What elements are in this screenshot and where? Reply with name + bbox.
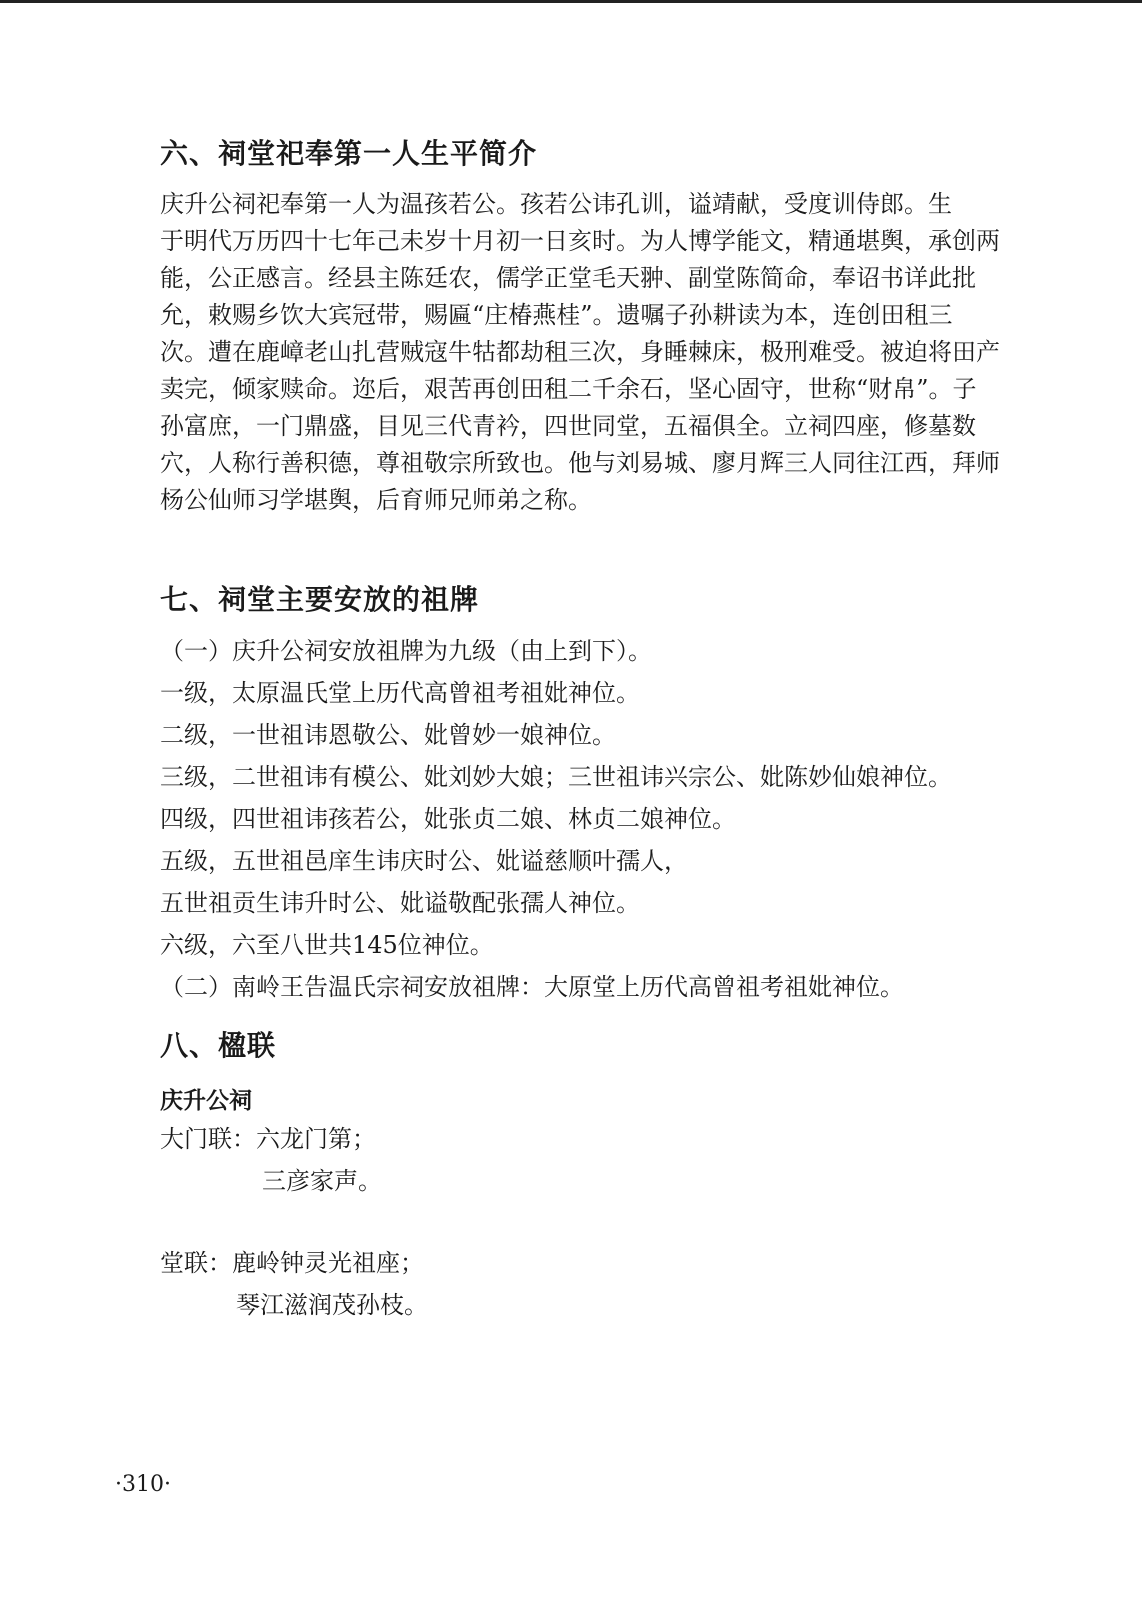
section-6-line: 能，公正感言。经县主陈廷农，儒学正堂毛天翀、副堂陈简命，奉诏书详此批 — [160, 264, 976, 292]
section-6-heading: 六、祠堂祀奉第一人生平简介 — [160, 137, 538, 170]
section-7-heading: 七、祠堂主要安放的祖牌 — [160, 583, 480, 616]
section-8-heading: 八、楹联 — [160, 1029, 277, 1062]
section-6-line: 庆升公祠祀奉第一人为温孩若公。孩若公讳孔训，谥靖献，受度训侍郎。生 — [160, 190, 952, 218]
section-7-line: （二）南岭王告温氏宗祠安放祖牌：大原堂上历代高曾祖考祖妣神位。 — [160, 973, 904, 1001]
section-7-line: 六级，六至八世共145位神位。 — [160, 931, 494, 959]
couplet-line: 堂联：鹿岭钟灵光祖座； — [160, 1249, 424, 1277]
section-7-line: 一级，太原温氏堂上历代高曾祖考祖妣神位。 — [160, 679, 640, 707]
couplet-line: 琴江滋润茂孙枝。 — [236, 1291, 428, 1319]
section-7-line: 五世祖贡生讳升时公、妣谥敬配张孺人神位。 — [160, 889, 640, 917]
couplet-line: 三彦家声。 — [262, 1167, 382, 1195]
section-6-line: 卖完，倾家赎命。迩后，艰苦再创田租二千余石，坚心固守，世称“财帛”。子 — [160, 375, 977, 403]
section-6-line: 孙富庶，一门鼎盛，目见三代青衿，四世同堂，五福俱全。立祠四座，修墓数 — [160, 412, 976, 440]
section-6-line: 杨公仙师习学堪舆，后育师兄师弟之称。 — [160, 486, 592, 514]
section-6-line: 次。遭在鹿嶂老山扎营贼寇牛牯都劫租三次，身睡棘床，极刑难受。被迫将田产 — [160, 338, 1000, 366]
page-number: ·310· — [115, 1472, 171, 1497]
section-6-line: 于明代万历四十七年己未岁十月初一日亥时。为人博学能文，精通堪舆，承创两 — [160, 227, 1000, 255]
section-7-line: 五级，五世祖邑庠生讳庆时公、妣谥慈顺叶孺人， — [160, 847, 688, 875]
section-6-body — [160, 186, 1040, 519]
top-border-line — [0, 0, 1142, 3]
section-8-subheading: 庆升公祠 — [160, 1088, 252, 1114]
section-6-line: 允，敕赐乡饮大宾冠带，赐匾“庄椿燕桂”。遗嘱子孙耕读为本，连创田租三 — [160, 301, 953, 329]
section-7-line: 四级，四世祖讳孩若公，妣张贞二娘、林贞二娘神位。 — [160, 805, 736, 833]
section-7-line: （一）庆升公祠安放祖牌为九级（由上到下）。 — [160, 637, 652, 665]
section-7-line: 二级，一世祖讳恩敬公、妣曾妙一娘神位。 — [160, 721, 616, 749]
section-7-line: 三级，二世祖讳有模公、妣刘妙大娘；三世祖讳兴宗公、妣陈妙仙娘神位。 — [160, 763, 952, 791]
section-6-line: 穴，人称行善积德，尊祖敬宗所致也。他与刘易城、廖月辉三人同往江西，拜师 — [160, 449, 1000, 477]
couplet-line: 大门联：六龙门第； — [160, 1125, 376, 1153]
